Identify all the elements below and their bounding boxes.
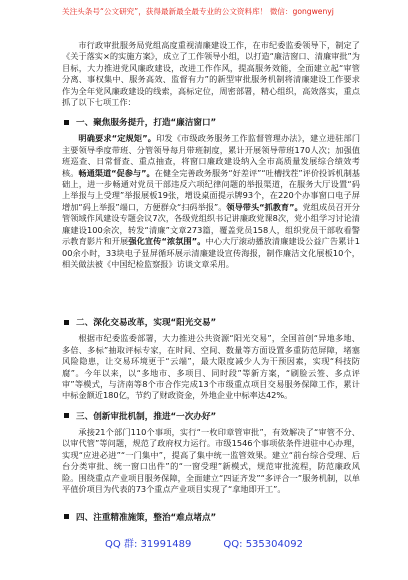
body-text: 印发《市级政务服务工作监督管理办法》，建立进驻部门主要领导季度带班、分管领导每月带班制度，累计开展领导带班170人次；加强值班巡查、日常督查、重点抽查，将窗口廉政建设纳入全市高质量发展综合绩效考核。	[62, 133, 360, 178]
section-heading-text: 二、深化交易改革，实现“阳光交易”	[76, 318, 217, 329]
bold-lead-phrase: 强化宣传“浓氛围”。	[128, 236, 206, 247]
section-heading-text: 一、聚焦服务提升，打造“廉洁窗口”	[76, 118, 217, 129]
document-page	[62, 7, 360, 535]
square-bullet-icon	[64, 320, 69, 325]
section-heading-text: 四、注重精准施策，整治“难点堵点”	[76, 512, 217, 523]
qq-number: QQ: 535304092	[223, 539, 303, 550]
section-paragraph-3: 承接21个部门110个事项，实行“一枚印章管审批”，有效解决了“审管不分、以审代管”等问题，规范了政府权力运行。市级1546个事项依条件进驻中心办理，实现“应进必进”“一门集中”，提高了集中统一监管效果。建立“前台综合受理、后台分类审批、统一窗口出件”的“一窗受理”新模式，规范审批流程，防范廉政风险。围绕重点产业项目服务保障，全面建立“四证齐发”“多评合一”服务机制，以单平值价项目为代表的73个重点产业项目实现了“拿地即开工”。	[62, 426, 360, 494]
footer-contact	[0, 538, 408, 552]
square-bullet-icon	[64, 514, 69, 519]
square-bullet-icon	[64, 413, 69, 418]
section-heading-4	[62, 510, 360, 524]
section-paragraph-1	[62, 133, 360, 308]
header-notice: 关注头条号“公文研究”，获得最新最全最专业的公文资料库！ 微信：gongwenyj	[62, 7, 334, 16]
section-heading-1	[62, 115, 360, 129]
section-paragraph-2: 根据市纪委监委部署，大力推进公共资源“阳光交易”，全国首创“异地多地、多倍、多标”抽取评标专家，在时间、空间、数量等方面设置多重防范屏障，堵塞风险隐患，让交易环境更于“云端”，最大限度减少人为干预因素，实现“科技防腐”。今年以来，以“多地市、多项目、同时段”等新方案，“刷脸云签、多点评审”等模式，与济南等8个市合作完成13个市级重点项目交易服务保障工作，累计中标金额近180亿，节约了财政资金，外地企业中标率达42%。	[62, 333, 360, 401]
body-text: 中心大厅滚动播放清廉建设公益广告累计100余小时，33块电子显屏循环展示清廉建设宣传海报，制作廉洁文化展板10个，相关做法被《中国纪检监察报》访谈文章采用。	[62, 236, 360, 269]
body-text: 党组成员召开分管领域作风建设专题会议7次，各级党组织书记讲廉政党课8次，党小组学习讨论清廉建设100余次，转发“清廉”文章273篇，覆盖党员158人，组织党员干部收看警示教育影片和开展	[62, 201, 360, 247]
square-bullet-icon	[64, 120, 69, 125]
bold-lead-phrase: 明确要求“定规矩”。	[78, 133, 157, 144]
bold-lead-phrase: 领导带头“抓教育”。	[226, 201, 303, 212]
section-heading-3	[62, 409, 360, 423]
qq-group-number: QQ 群: 31991489	[105, 539, 192, 550]
section-heading-2	[62, 315, 360, 329]
section-heading-text: 三、创新审批机制，推进“一次办好”	[76, 411, 217, 422]
body-text: 在健全完善政务服务“好差评”“吐槽找茬”评价投诉机制基础上，进一步畅通对党员干部违反六项纪律问题的举报渠道，在服务大厅设置“码上举报与上受理”举报展板19张，增设桌面提示牌93个，在220个办事窗口电子屏增加“码上举报”端口，方便群众“扫码举报”。	[62, 167, 360, 212]
bold-lead-phrase: 畅通渠道“促参与”。	[78, 167, 155, 178]
intro-paragraph: 市行政审批服务局党组高度重视清廉建设工作，在市纪委监委领导下，制定了《关于落实×的实施方案》，成立了工作领导小组，以打造“廉洁窗口、清廉审批”为目标，大力推进党风廉政建设，改进工作作风，提高服务效能，全面建立起“审管分离、事权集中、服务高效、监督有力”的新型审批服务机制将清廉建设工作要求作为全年党风廉政建设的线索，高标定位，周密部署，精心组织，高效落实，重点抓了以下七项工作：	[62, 40, 360, 108]
